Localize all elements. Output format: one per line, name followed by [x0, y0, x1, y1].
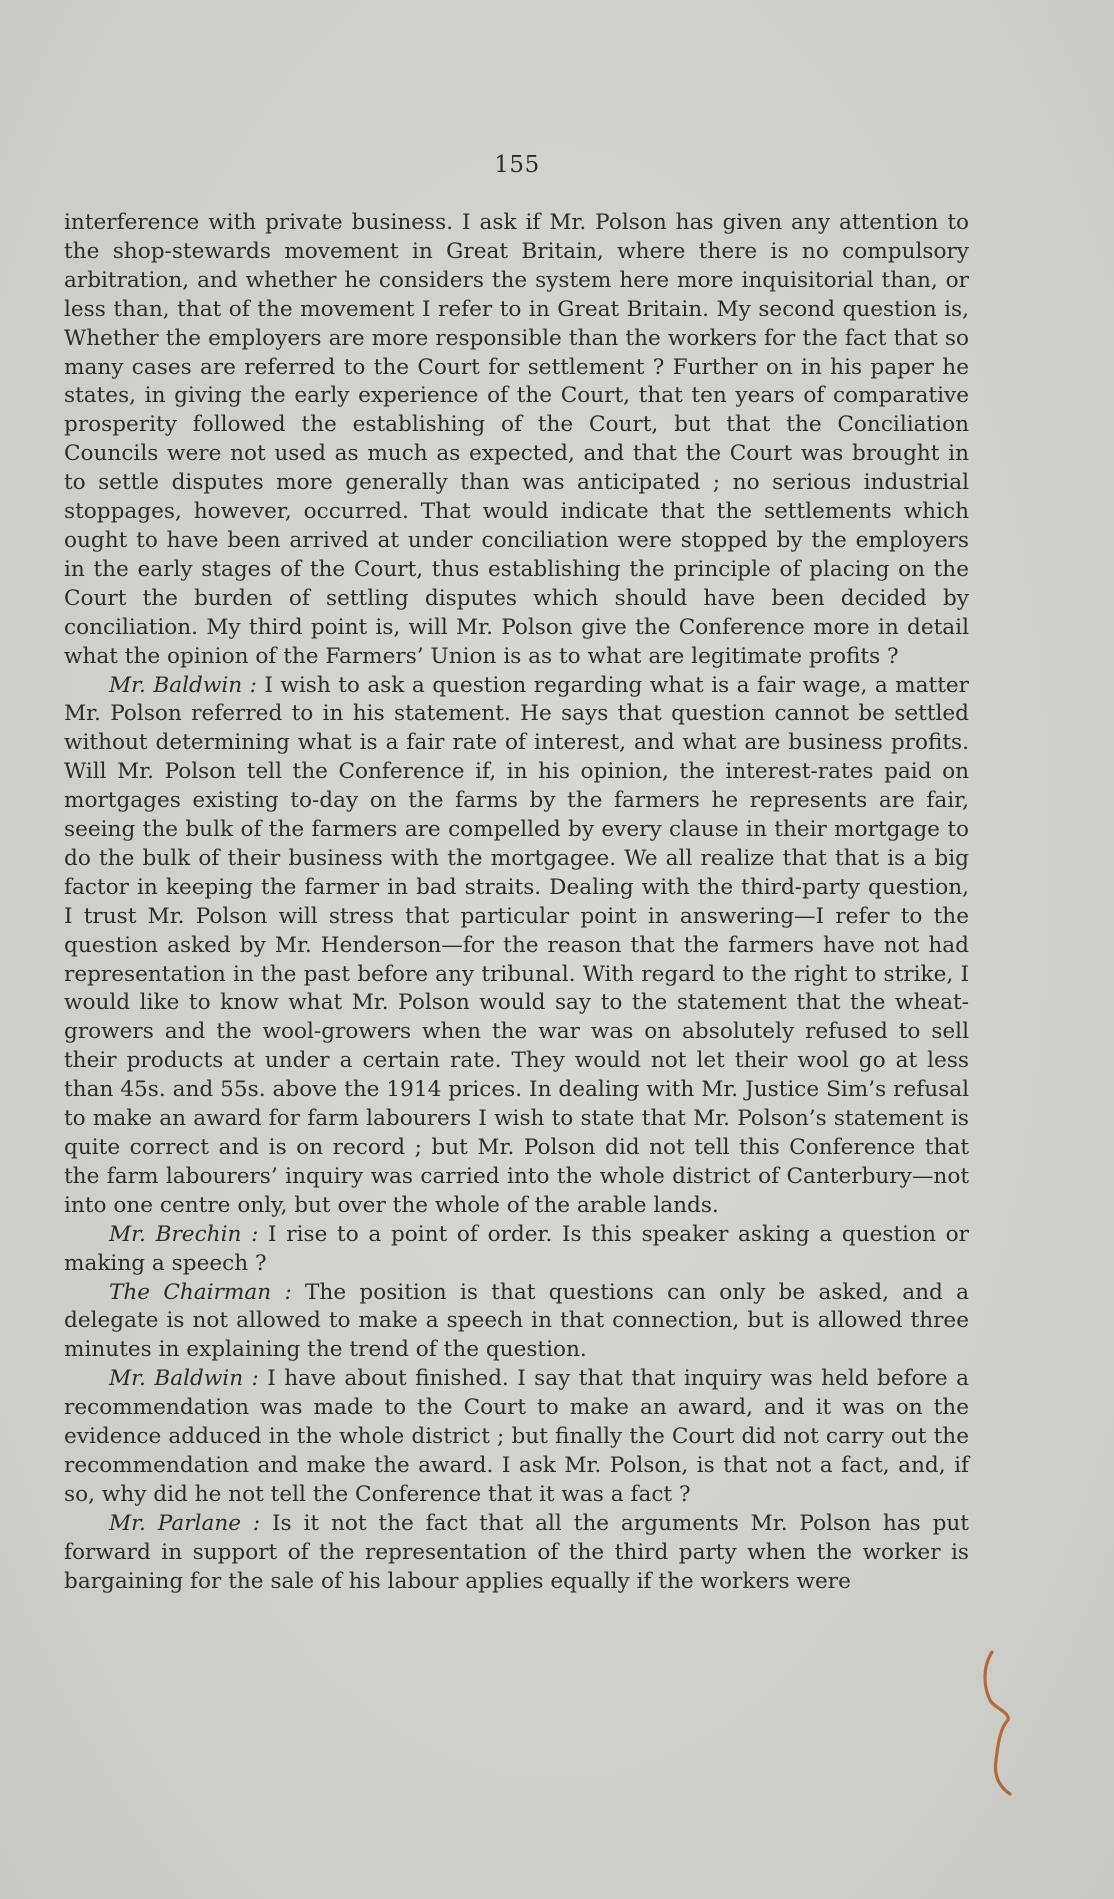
- paragraph-brechin-point-of-order: [64, 1221, 969, 1279]
- paragraph-text: interference with private business. I ask if Mr. Polson has given any attention to the shop-stewards movement in Great Britain, where there is no compulsory arbitration, and whether he considers the system here more inquisitorial than, or less than, that of the movement I refer to in Great Britain. My second question is, Whether the employers are more responsible than the workers for the fact that so many cases are referred to the Court for settlement ? Further on in his paper he states, in giving the early experience of the Court, that ten years of comparative prosperity followed the establishing of the Court, but that the Conciliation Councils were not used as much as expected, and that the Court was brought in to settle disputes more generally than was anticipated ; no serious industrial stoppages, however, occurred. That would indicate that the settlements which ought to have been arrived at under conciliation were stopped by the employers in the early stages of the Court, thus establishing the principle of placing on the Court the burden of settling disputes which should have been decided by conciliation. My third point is, will Mr. Polson give the Conference more in detail what the opinion of the Farmers’ Union is as to what are legitimate profits ?: [64, 210, 969, 669]
- paragraph-text: I wish to ask a question regarding what is a fair wage, a matter Mr. Polson referred to in his statement. He says that question cannot be settled without determining what is a fair rate of interest, and what are business profits. Will Mr. Polson tell the Conference if, in his opinion, the interest-rates paid on mortgages existing to-day on the farms by the farmers he represents are fair, seeing the bulk of the farmers are compelled by every clause in their mortgage to do the bulk of their business with the mortgagee. We all realize that that is a big factor in keeping the farmer in bad straits. Dealing with the third-party question, I trust Mr. Polson will stress that particular point in answering—I refer to the question asked by Mr. Henderson—for the reason that the farmers have not had representation in the past before any tribunal. With regard to the right to strike, I would like to know what Mr. Polson would say to the statement that the wheat-growers and the wool-growers when the war was on absolutely refused to sell their products at under a certain rate. They would not let their wool go at less than 45s. and 55s. above the 1914 prices. In dealing with Mr. Justice Sim’s refusal to make an award for farm labourers I wish to state that Mr. Polson’s statement is quite correct and is on record ; but Mr. Polson did not tell this Conference that the farm labourers’ inquiry was carried into the whole district of Canterbury—not into one centre only, but over the whole of the arable lands.: [64, 672, 969, 1218]
- paragraph-baldwin-continued: [64, 1365, 969, 1510]
- paragraph-baldwin-question: [64, 672, 969, 1221]
- paragraph-text: The position is that questions can only be asked, and a delegate is not allowed to make a speech in that connection, but is allowed three minutes in explaining the trend of the question.: [64, 1279, 969, 1363]
- speaker-label: Mr. Baldwin :: [109, 672, 257, 698]
- speaker-label: The Chairman :: [109, 1279, 292, 1305]
- margin-bracket-mark: [980, 1648, 1020, 1798]
- paragraph-parlane-question: [64, 1510, 969, 1597]
- paragraph-continuation: [64, 209, 969, 672]
- paragraph-text: I rise to a point of order. Is this speaker asking a question or making a speech ?: [64, 1221, 969, 1276]
- speaker-label: Mr. Parlane :: [109, 1510, 261, 1536]
- paragraph-text: I have about finished. I say that that inquiry was held before a recommendation was made to the Court to make an award, and it was on the evidence adduced in the whole district ; but finally the Court did not carry out the recommendation and make the award. I ask Mr. Polson, is that not a fact, and, if so, why did he not tell the Conference that it was a fact ?: [64, 1366, 969, 1507]
- speaker-label: Mr. Brechin :: [109, 1221, 259, 1247]
- paragraph-text: Is it not the fact that all the arguments Mr. Polson has put forward in support of the representation of the third party when the worker is bargaining for the sale of his labour applies equally if the workers were: [64, 1510, 969, 1594]
- page-number: 155: [494, 152, 540, 178]
- speaker-label: Mr. Baldwin :: [109, 1366, 259, 1392]
- body-text: [64, 209, 969, 1597]
- paragraph-chairman-ruling: [64, 1279, 969, 1366]
